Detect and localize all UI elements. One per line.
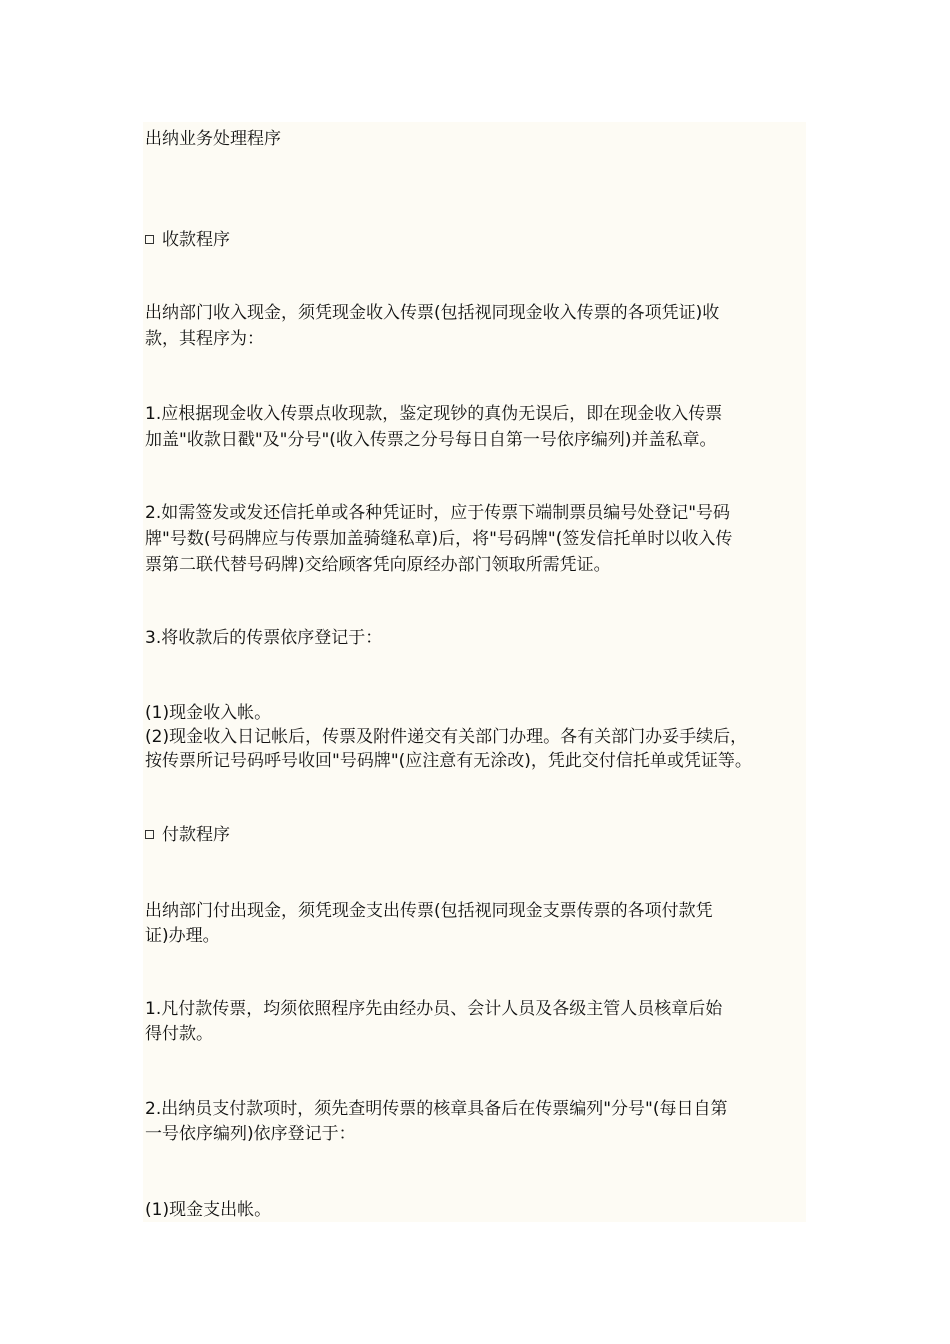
receipt-step2-2: 牌"号数(号码牌应与传票加盖骑缝私章)后，将"号码牌"(签发信托单时以收入传 xyxy=(145,529,733,549)
payment-step2-1: 2.出纳员支付款项时，须先查明传票的核章具备后在传票编列"分号"(每日自第 xyxy=(145,1099,728,1119)
receipt-step2-1: 2.如需签发或发还信托单或各种凭证时，应于传票下端制票员编号处登记"号码 xyxy=(145,503,731,523)
receipt-intro-2: 款，其程序为： xyxy=(145,329,264,349)
receipt-heading: 收款程序 xyxy=(145,227,230,253)
payment-step2-2: 一号依序编列)依序登记于： xyxy=(145,1124,356,1144)
payment-sub-1: (1)现金支出帐。 xyxy=(145,1200,272,1220)
receipt-intro-1: 出纳部门收入现金，须凭现金收入传票(包括视同现金收入传票的各项凭证)收 xyxy=(145,303,720,323)
payment-step1-2: 得付款。 xyxy=(145,1024,213,1044)
receipt-step1-1: 1.应根据现金收入传票点收现款，鉴定现钞的真伪无误后，即在现金收入传票 xyxy=(145,404,723,424)
receipt-sub-1: (1)现金收入帐。 xyxy=(145,703,272,723)
payment-intro-2: 证)办理。 xyxy=(145,926,220,946)
square-bullet-icon xyxy=(145,830,154,839)
receipt-sub-3: 按传票所记号码呼号收回"号码牌"(应注意有无涂改)，凭此交付信托单或凭证等。 xyxy=(145,751,752,771)
payment-intro-1: 出纳部门付出现金，须凭现金支出传票(包括视同现金支票传票的各项付款凭 xyxy=(145,901,713,921)
receipt-step3: 3.将收款后的传票依序登记于： xyxy=(145,628,383,648)
square-bullet-icon xyxy=(145,235,154,244)
receipt-step1-2: 加盖"收款日戳"及"分号"(收入传票之分号每日自第一号依序编列)并盖私章。 xyxy=(145,430,717,450)
receipt-step2-3: 票第二联代替号码牌)交给顾客凭向原经办部门领取所需凭证。 xyxy=(145,555,611,575)
payment-heading: 付款程序 xyxy=(145,822,230,848)
doc-title: 出纳业务处理程序 xyxy=(145,129,281,149)
receipt-sub-2: (2)现金收入日记帐后，传票及附件递交有关部门办理。各有关部门办妥手续后， xyxy=(145,727,748,747)
content-panel xyxy=(143,122,806,1222)
payment-step1-1: 1.凡付款传票，均须依照程序先由经办员、会计人员及各级主管人员核章后始 xyxy=(145,999,723,1019)
